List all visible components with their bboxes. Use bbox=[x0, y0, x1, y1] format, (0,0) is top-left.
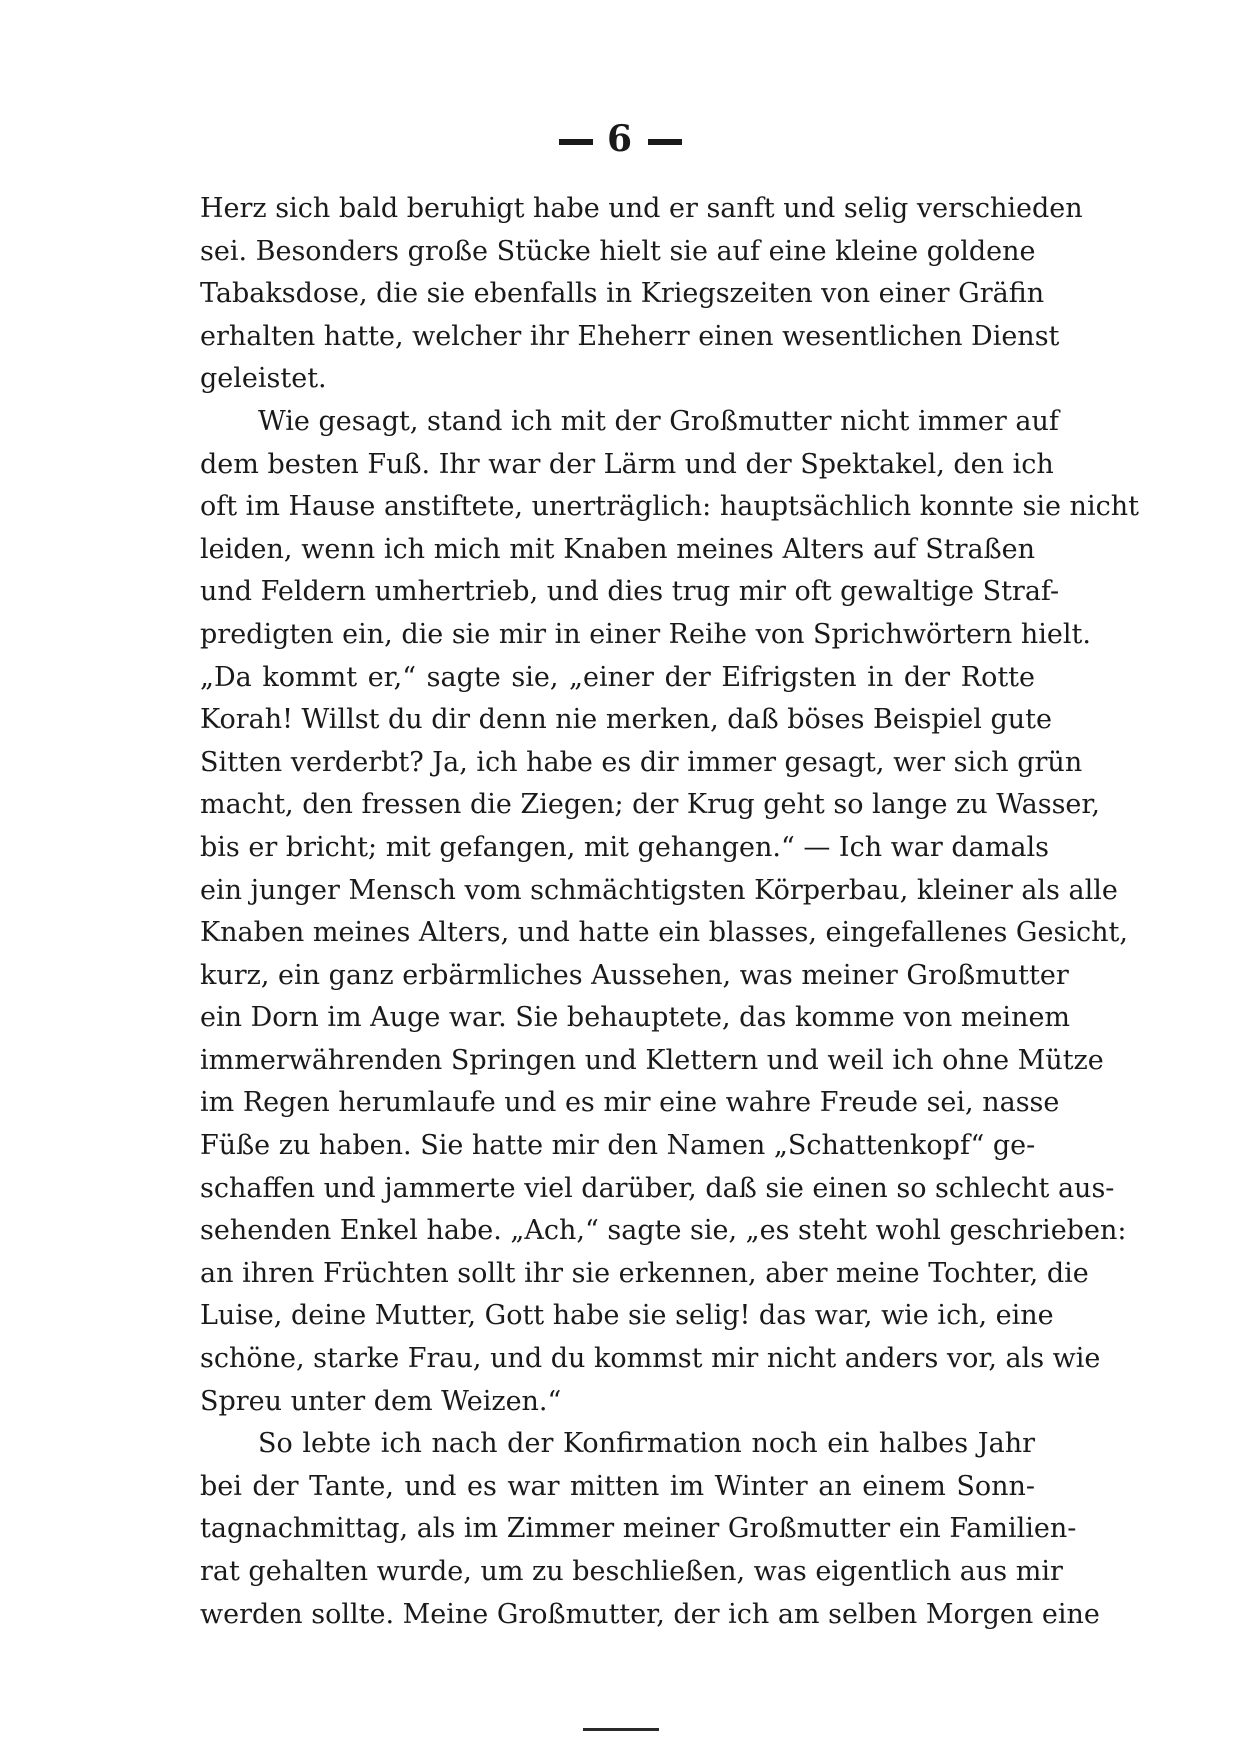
text-line: sei. Besonders große Stücke hielt sie auf eine kleine goldene bbox=[200, 235, 1036, 267]
text-line: geleistet. bbox=[200, 363, 327, 395]
text-line: Luise, deine Mutter, Gott habe sie selig! das war, wie ich, eine bbox=[200, 1300, 1054, 1332]
text-line: werden sollte. Meine Großmutter, der ich am selben Morgen eine bbox=[200, 1598, 1100, 1630]
text-line: Füße zu haben. Sie hatte mir den Namen „Schattenkopf“ ge- bbox=[200, 1130, 1036, 1162]
text-line: im Regen herumlaufe und es mir eine wahre Freude sei, nasse bbox=[200, 1087, 1060, 1119]
text-line: Sitten verderbt? Ja, ich habe es dir immer gesagt, wer sich grün bbox=[200, 746, 1083, 778]
paragraph-start-line: So lebte ich nach der Konfirmation noch ein halbes Jahr bbox=[258, 1428, 1035, 1460]
text-line: schaffen und jammerte viel darüber, daß sie einen so schlecht aus- bbox=[200, 1172, 1115, 1204]
text-line: macht, den fressen die Ziegen; der Krug geht so lange zu Wasser, bbox=[200, 789, 1100, 821]
footer-rule bbox=[583, 1728, 659, 1731]
text-line: ein junger Mensch vom schmächtigsten Körperbau, kleiner als alle bbox=[200, 874, 1118, 906]
text-line: und Feldern umhertrieb, und dies trug mir oft gewaltige Straf- bbox=[200, 576, 1060, 608]
text-line: schöne, starke Frau, und du kommst mir nicht anders vor, als wie bbox=[200, 1343, 1101, 1375]
text-line: sehenden Enkel habe. „Ach,“ sagte sie, „es steht wohl geschrieben: bbox=[200, 1215, 1127, 1247]
text-line: Herz sich bald beruhigt habe und er sanft und selig verschieden bbox=[200, 193, 1083, 224]
text-line: kurz, ein ganz erbärmliches Aussehen, was meiner Großmutter bbox=[200, 959, 1069, 991]
text-line: ein Dorn im Auge war. Sie behauptete, das komme von meinem bbox=[200, 1002, 1071, 1034]
text-line: predigten ein, die sie mir in einer Reihe von Sprichwörtern hielt. bbox=[200, 618, 1091, 650]
header-dash-left bbox=[559, 139, 593, 145]
page-number: 6 bbox=[606, 118, 635, 160]
text-line: tagnachmittag, als im Zimmer meiner Großmutter ein Familien- bbox=[200, 1513, 1077, 1545]
text-line: Spreu unter dem Weizen.“ bbox=[200, 1385, 562, 1417]
text-line: Tabaksdose, die sie ebenfalls in Kriegszeiten von einer Gräfin bbox=[200, 278, 1045, 310]
text-line: oft im Hause anstiftete, unerträglich: hauptsächlich konnte sie nicht bbox=[200, 491, 1139, 523]
text-line: Korah! Willst du dir denn nie merken, daß böses Beispiel gute bbox=[200, 704, 1052, 736]
paragraph-start-line: Wie gesagt, stand ich mit der Großmutter nicht immer auf bbox=[258, 405, 1059, 437]
body-text bbox=[200, 188, 1139, 1636]
text-line: rat gehalten wurde, um zu beschließen, was eigentlich aus mir bbox=[200, 1556, 1063, 1587]
text-line: dem besten Fuß. Ihr war der Lärm und der Spektakel, den ich bbox=[200, 448, 1054, 480]
text-line: bei der Tante, und es war mitten im Winter an einem Sonn- bbox=[200, 1470, 1035, 1502]
header-dash-right bbox=[648, 139, 682, 145]
text-line: bis er bricht; mit gefangen, mit gehangen.“ — Ich war damals bbox=[200, 831, 1049, 863]
text-line: „Da kommt er,“ sagte sie, „einer der Eifrigsten in der Rotte bbox=[200, 661, 1035, 693]
text-line: Knaben meines Alters, und hatte ein blasses, eingefallenes Gesicht, bbox=[200, 917, 1128, 949]
text-line: leiden, wenn ich mich mit Knaben meines Alters auf Straßen bbox=[200, 533, 1035, 565]
page-header bbox=[0, 118, 1241, 160]
text-line: erhalten hatte, welcher ihr Eheherr einen wesentlichen Dienst bbox=[200, 320, 1060, 352]
text-line: immerwährenden Springen und Klettern und weil ich ohne Mütze bbox=[200, 1044, 1104, 1076]
text-line: an ihren Früchten sollt ihr sie erkennen, aber meine Tochter, die bbox=[200, 1257, 1089, 1289]
